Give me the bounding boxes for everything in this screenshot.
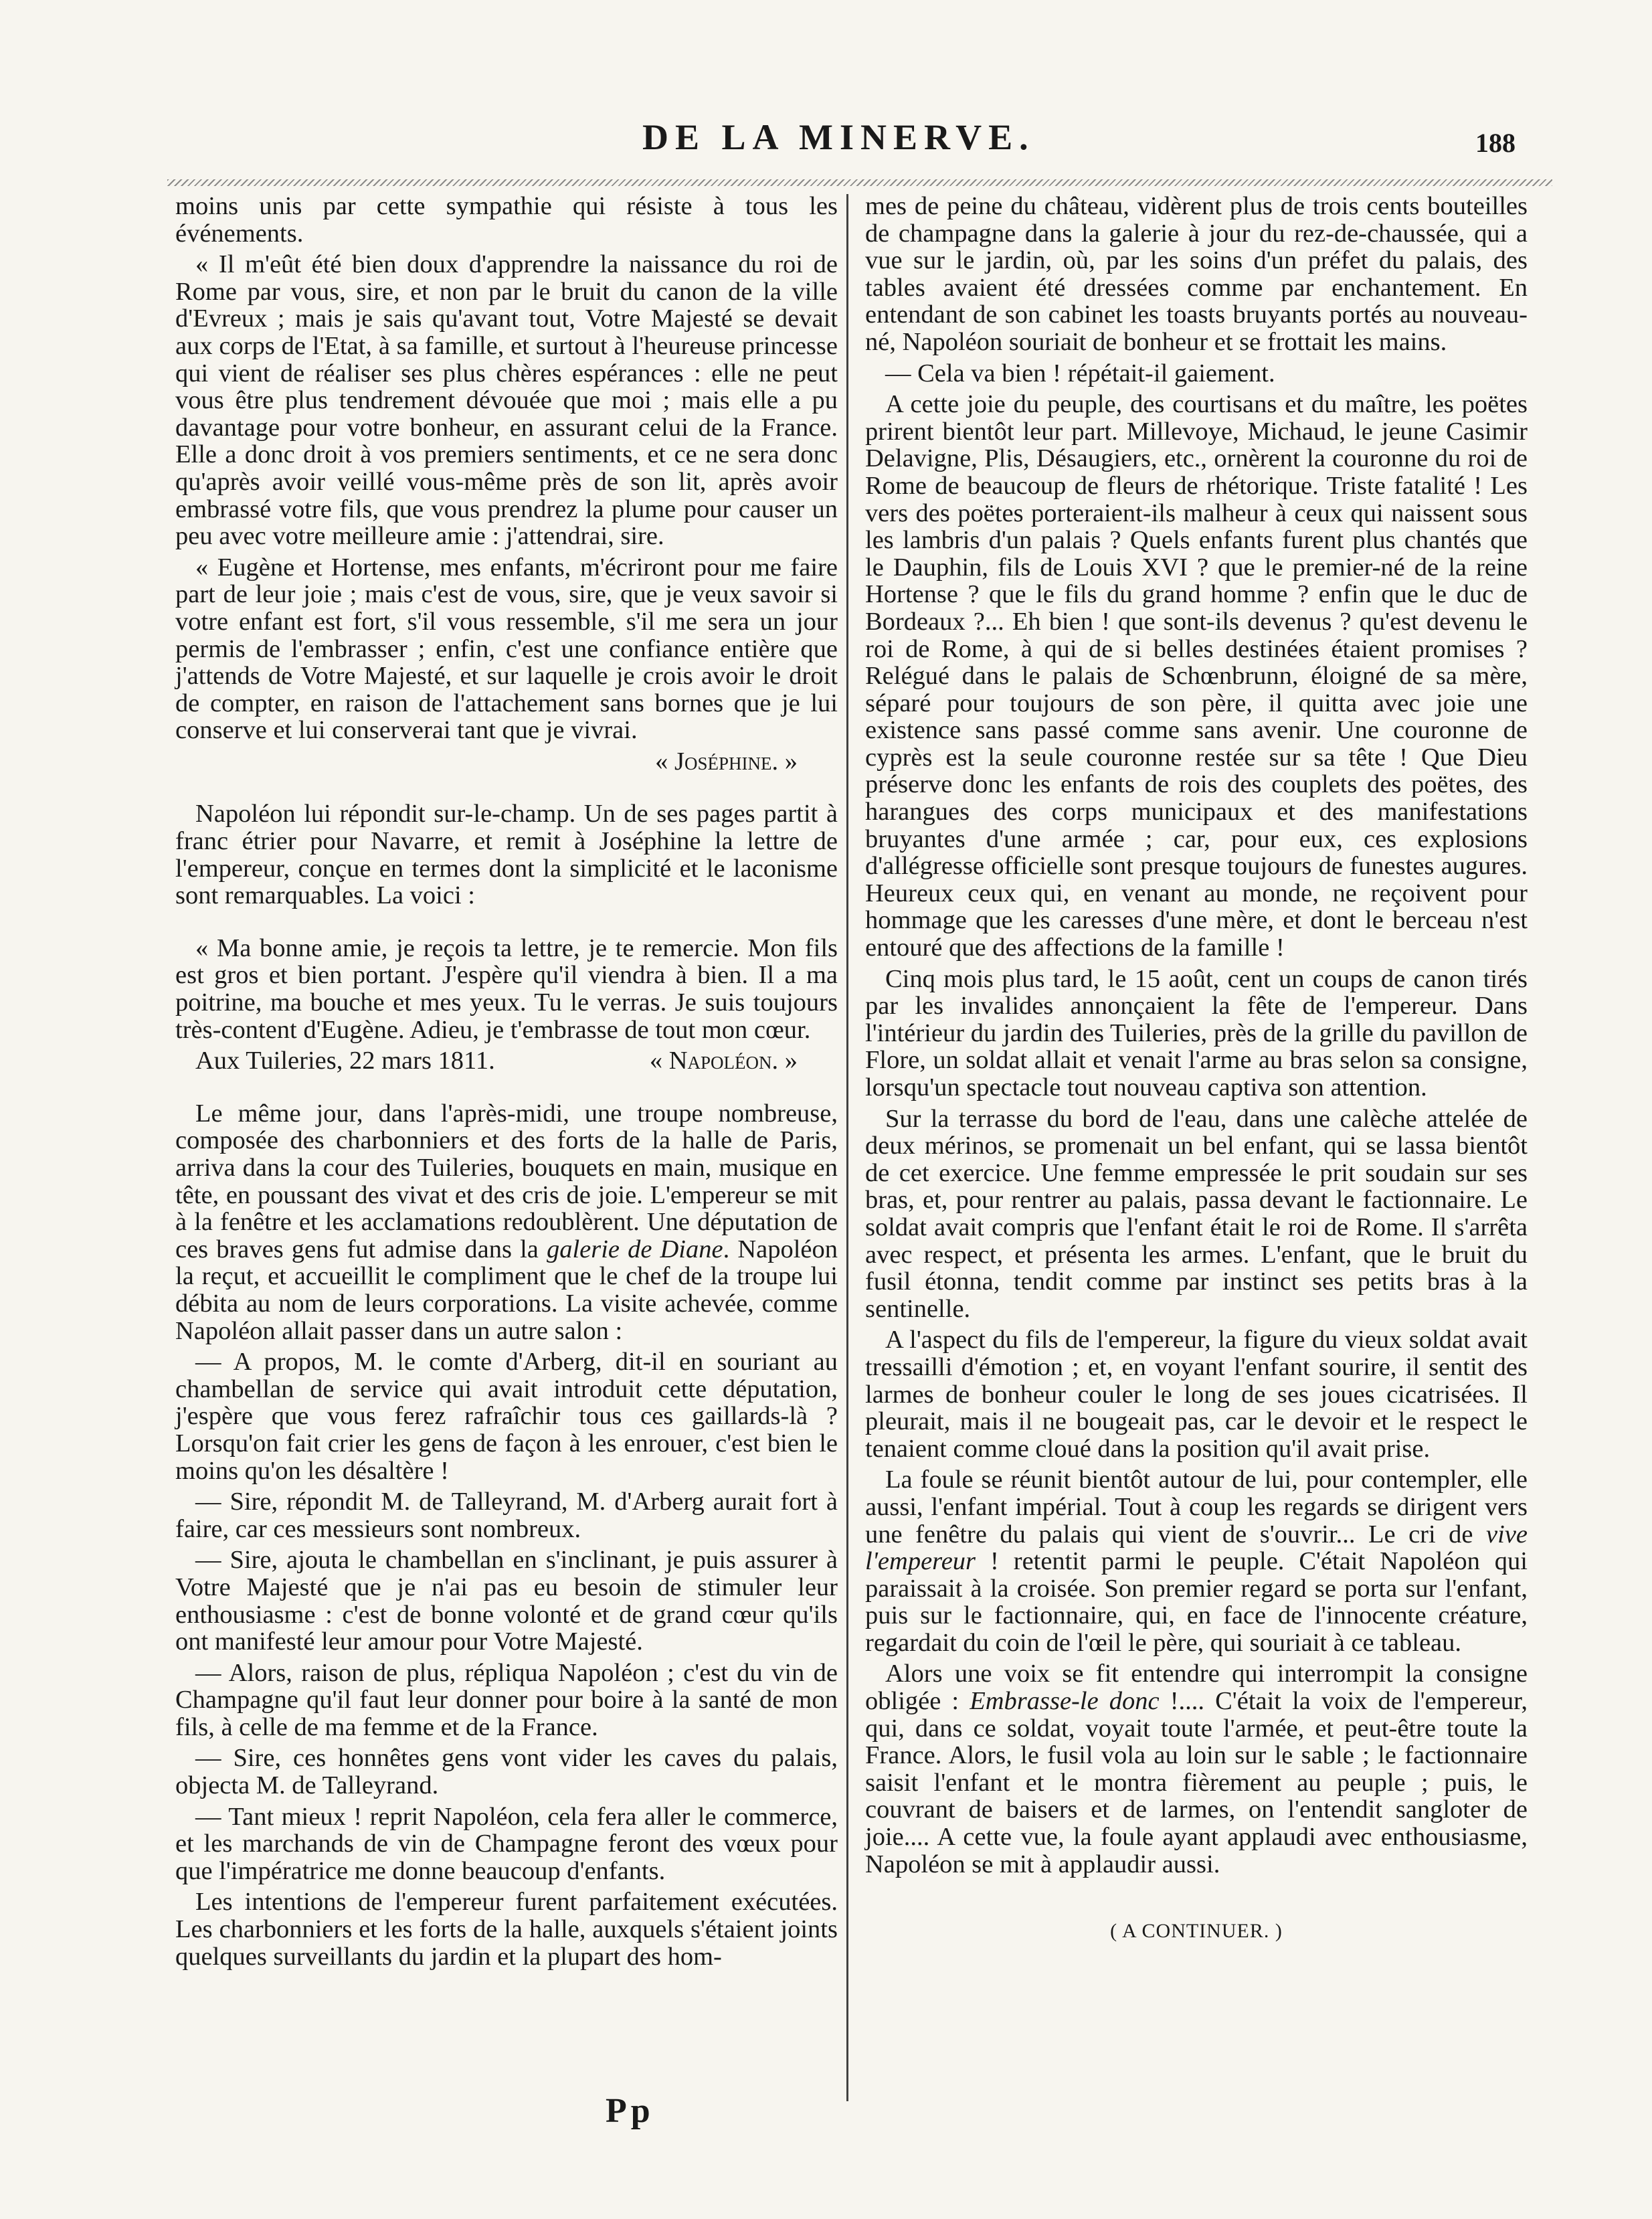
- page-number: 188: [1475, 128, 1516, 158]
- dateline: [175, 1047, 838, 1075]
- signature-mark: Pp: [606, 2092, 654, 2130]
- paragraph: A l'aspect du fils de l'empereur, la figure du vieux soldat avait tressailli d'émotion ; et, en voyant l'enfant sourire, il sentit des larmes de bonheur couler le long de ses joues cicatrisées. Il pleurait, mais il ne bougeait pas, car le devoir et le respect le tenaient comme cloué dans la position qu'il avait prise.: [865, 1326, 1528, 1463]
- paragraph: A cette joie du peuple, des courtisans et du maître, les poëtes prirent bientôt leur part. Millevoye, Michaud, le jeune Casimir Delavigne, Plis, Désaugiers, etc., ornèrent la couronne du roi de Rome de beaucoup de fleurs de rhétorique. Triste fatalité ! Les vers des poëtes porteraient-ils malheur à ceux qui naissent sous les lambris d'un palais ? Quels enfants furent plus chantés que le Dauphin, fils de Louis XVI ? que le premier-né de la reine Hortense ? que le fils du grand homme ? enfin que le duc de Bordeaux ?... Eh bien ! que sont-ils devenus ? qu'est devenu le roi de Rome, à qui de si belles destinées étaient promises ? Relégué dans le palais de Schœnbrunn, éloigné de sa mère, séparé pour toujours de son père, il quitta avec joie une existence sans passé comme sans avenir. Une couronne de cyprès est la seule couronne restée sur sa tête ! Que Dieu préserve donc les enfants de rois des couplets des poëtes, des harangues des corps municipaux et des manifestations bruyantes d'une armée ; car, pour eux, ces explosions d'allégresse officielle sont presque toujours de funestes augures. Heureux ceux qui, en venant au monde, ne reçoivent pour hommage que les caresses d'une mère, et dont le berceau n'est entouré que des affections de la famille !: [865, 390, 1528, 962]
- paragraph: — Sire, ajouta le chambellan en s'inclinant, je puis assurer à Votre Majesté que je n'ai pas eu besoin de stimuler leur enthousiasme : c'est de bonne volonté et de grand cœur qu'ils ont manifesté leur amour pour Votre Majesté.: [175, 1546, 838, 1656]
- text-run: ! retentit parmi le peuple. C'était Napoléon qui paraissait à la croisée. Son premier regard se porta sur l'enfant, puis sur le factionnaire, qui, en face de l'innocente créature, regardait du coin de l'œil le père, qui souriait à ce tableau.: [865, 1547, 1528, 1657]
- left-column: [175, 193, 838, 1974]
- paragraph: — Alors, raison de plus, répliqua Napoléon ; c'est du vin de Champagne qu'il faut leur donner pour boire à la santé de mon fils, à celle de ma femme et de la France.: [175, 1658, 838, 1741]
- paragraph: « Il m'eût été bien doux d'apprendre la naissance du roi de Rome par vous, sire, et non par le bruit du canon de la ville d'Evreux ; mais je sais qu'avant tout, Votre Majesté se devait aux corps de l'Etat, à sa famille, et surtout à l'heureuse princesse qui vient de réaliser ses plus chères espérances : elle ne peut vous être plus tendrement dévouée que moi ; mais elle a pu davantage pour votre bonheur, en assurant celui de la France. Elle a donc droit à vos premiers sentiments, et ce ne sera donc qu'après avoir veillé vous-même près de son lit, après avoir embrassé votre fils, que vous prendrez la plume pour causer un peu avec votre meilleure amie : j'attendrai, sire.: [175, 250, 838, 551]
- paragraph: [865, 1466, 1528, 1656]
- paragraph: « Eugène et Hortense, mes enfants, m'écriront pour me faire part de leur joie ; mais c'est de vous, sire, que je veux savoir si votre enfant est fort, s'il vous ressemble, s'il me sera un jour permis de l'embrasser ; enfin, c'est une confiance entière que j'attends de Votre Majesté, et sur laquelle je crois avoir le droit de compter, en raison de l'attachement sans bornes que je lui conserve et lui conserverai tant que je vivrai.: [175, 553, 838, 745]
- paragraph: Sur la terrasse du bord de l'eau, dans une calèche attelée de deux mérinos, se promenait un bel enfant, qui se lassa bientôt de cet exercice. Une femme empressée le prit soudain sur ses bras, et, pour rentrer au palais, passa devant le factionnaire. Le soldat avait compris que l'enfant était le roi de Rome. Il s'arrêta avec respect, et présenta les armes. L'enfant, que le bruit du fusil étonna, tendit comme par instinct ses petits bras à la sentinelle.: [865, 1104, 1528, 1323]
- paragraph: Napoléon lui répondit sur-le-champ. Un de ses pages partit à franc étrier pour Navarre, et remit à Joséphine la lettre de l'empereur, conçue en termes dont la simplicité et le laconisme sont remarquables. La voici :: [175, 800, 838, 910]
- text-run: . Napoléon la reçut, et accueillit le compliment que le chef de la troupe lui débita au nom de leurs corporations. La visite achevée, comme Napoléon allait passer dans un autre salon :: [175, 1235, 838, 1345]
- text-run: !.... C'était la voix de l'empereur, qui, dans ce soldat, voyait toute l'armée, et peut-être toute la France. Alors, le fusil vola au loin sur le sable ; le factionnaire saisit l'enfant et le montra fièrement au peuple ; puis, le couvrant de baisers et de larmes, on l'entendit sangloter de joie.... A cette vue, la foule ayant applaudi avec enthousiasme, Napoléon se mit à applaudir aussi.: [865, 1687, 1528, 1878]
- page-header: [0, 112, 1652, 166]
- paragraph: — Sire, ces honnêtes gens vont vider les caves du palais, objecta M. de Talleyrand.: [175, 1744, 838, 1800]
- text-run: Alors une voix se fit entendre qui interrompit la consigne obligée :: [865, 1660, 1528, 1716]
- running-title: DE LA MINERVE.: [642, 117, 1035, 157]
- italic-vive: vive l'empereur: [865, 1520, 1528, 1576]
- signature-napoleon: « Napoléon. »: [649, 1047, 798, 1075]
- paragraph: — Tant mieux ! reprit Napoléon, cela fera aller le commerce, et les marchands de vin de Champagne feront des vœux pour que l'impératrice me donne beaucoup d'enfants.: [175, 1802, 838, 1885]
- signature-josephine: « Joséphine. »: [655, 747, 798, 776]
- right-column: [865, 193, 1528, 1945]
- paragraph: [865, 1660, 1528, 1878]
- paragraph: — A propos, M. le comte d'Arberg, dit-il en souriant au chambellan de service qui avait introduit cette députation, j'espère que vous ferez rafraîchir tous ces gaillards-là ? Lorsqu'on fait crier les gens de façon à les enrouer, c'est bien le moins qu'on les désaltère !: [175, 1348, 838, 1485]
- italic-galerie: galerie de Diane: [546, 1235, 723, 1263]
- paragraph: [175, 1100, 838, 1344]
- text-run: La foule se réunit bientôt autour de lui, pour contempler, elle aussi, l'enfant impérial. Tout à coup les regards se dirigent vers une fenêtre du palais qui vient de s'ouvrir... Le cri de: [865, 1466, 1528, 1548]
- paragraph: Les intentions de l'empereur furent parfaitement exécutées. Les charbonniers et les forts de la halle, auxquels s'étaient joints quelques surveillants du jardin et la plupart des hom-: [175, 1888, 838, 1971]
- paragraph: — Cela va bien ! répétait-il gaiement.: [885, 359, 1275, 387]
- column-divider: [846, 194, 848, 2101]
- letter-date: Aux Tuileries, 22 mars 1811.: [195, 1047, 495, 1075]
- italic-embrasse: Embrasse-le donc: [970, 1687, 1160, 1716]
- paragraph: moins unis par cette sympathie qui résiste à tous les événements.: [175, 192, 838, 248]
- text-run: Le même jour, dans l'après-midi, une troupe nombreuse, composée des charbonniers et des forts de la halle de Paris, arriva dans la cour des Tuileries, bouquets en main, musique en tête, en poussant des vivat et des cris de joie. L'empereur se mit à la fenêtre et les acclamations redoublèrent. Une députation de ces braves gens fut admise dans la: [175, 1099, 838, 1263]
- paragraph: mes de peine du château, vidèrent plus de trois cents bouteilles de champagne dans la galerie à jour du rez-de-chaussée, qui a vue sur le jardin, où, par les soins d'un préfet du palais, des tables avaient été dressées comme par enchantement. En entendant de son cabinet les toasts bruyants portés au nouveau-né, Napoléon souriait de bonheur et se frottait les mains.: [865, 192, 1528, 356]
- paragraph: Cinq mois plus tard, le 15 août, cent un coups de canon tirés par les invalides annonçaient la fête de l'empereur. Dans l'intérieur du jardin des Tuileries, près de la grille du pavillon de Flore, un soldat allait et venait l'arme au bras selon sa consigne, lorsqu'un spectacle tout nouveau captiva son attention.: [865, 964, 1528, 1101]
- header-rule: [167, 179, 1552, 186]
- paragraph: — Sire, répondit M. de Talleyrand, M. d'Arberg aurait fort à faire, car ces messieurs sont nombreux.: [175, 1488, 838, 1543]
- to-be-continued: ( A CONTINUER. ): [1110, 1920, 1283, 1943]
- letter-paragraph: « Ma bonne amie, je reçois ta lettre, je te remercie. Mon fils est gros et bien portant. J'espère qu'il viendra à bien. Il a ma poitrine, ma bouche et mes yeux. Tu le verras. Je suis toujours très-content d'Eugène. Adieu, je t'embrasse de tout mon cœur.: [175, 934, 838, 1044]
